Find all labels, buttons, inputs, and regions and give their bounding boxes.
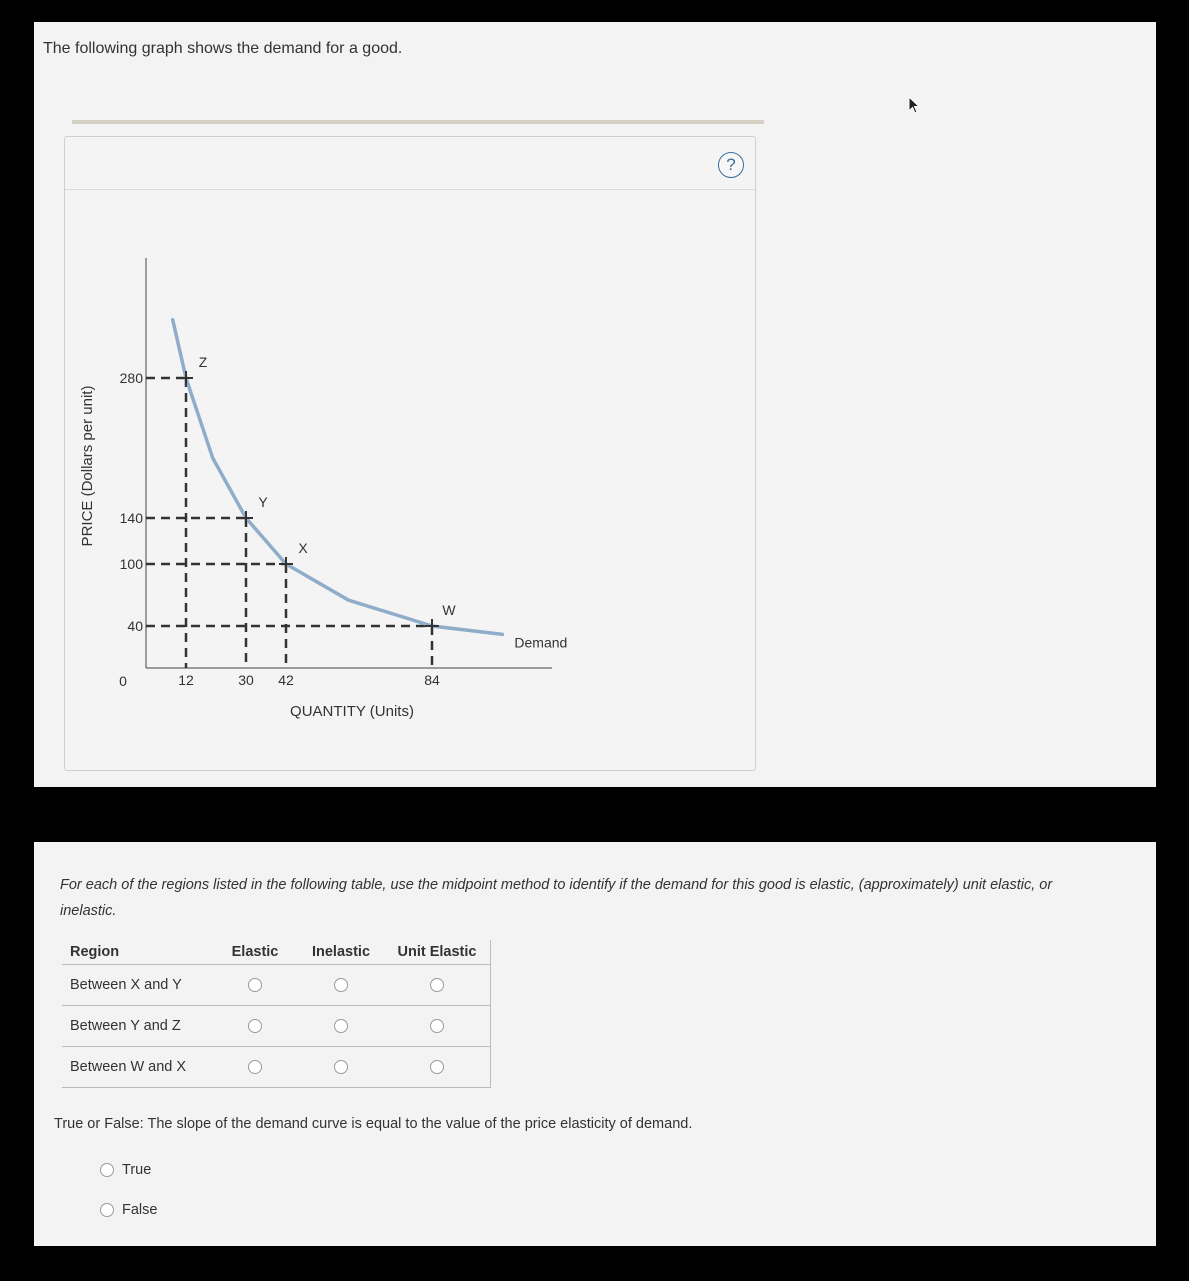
table-header-row (62, 940, 491, 965)
help-icon[interactable]: ? (718, 152, 744, 178)
y-tick-label: 140 (119, 510, 143, 526)
radio-yz-elastic[interactable] (248, 1019, 262, 1033)
radio-xy-elastic[interactable] (248, 978, 262, 992)
x-tick-label: 42 (278, 672, 294, 688)
demand-curve (173, 320, 503, 635)
question-text: For each of the regions listed in the following table, use the midpoint method to identify if the demand for this good is elastic, (approximately) unit elastic, or inelastic. (60, 877, 1053, 919)
header-region: Region (70, 944, 120, 960)
table-row (62, 965, 491, 1006)
y-axis-title: PRICE (Dollars per unit) (79, 385, 96, 547)
header-unit-elastic: Unit Elastic (384, 940, 491, 965)
table-row (62, 1047, 491, 1088)
y-tick-label: 40 (127, 618, 143, 634)
graph-panel (34, 22, 1156, 787)
x-tick-label: 30 (238, 672, 254, 688)
table-row (62, 1006, 491, 1047)
false-option[interactable] (100, 1202, 157, 1218)
point-marker-w (425, 619, 439, 633)
radio-true[interactable] (100, 1163, 114, 1177)
intro-text: The following graph shows the demand for a good. (43, 40, 403, 57)
header-inelastic: Inelastic (311, 944, 371, 960)
origin-label: 0 (119, 673, 127, 689)
radio-xy-inelastic[interactable] (334, 978, 348, 992)
point-label-y: Y (258, 494, 268, 510)
demand-chart (34, 22, 1156, 787)
true-false-question: True or False: The slope of the demand curve is equal to the value of the price elasticity of demand. (54, 1116, 693, 1132)
radio-wx-elastic[interactable] (248, 1060, 262, 1074)
region-label: Between W and X (62, 1047, 212, 1088)
region-label: Between X and Y (62, 965, 212, 1006)
radio-yz-unit-elastic[interactable] (430, 1019, 444, 1033)
point-label-z: Z (198, 354, 208, 370)
demand-series-label: Demand (514, 634, 568, 651)
x-tick-label: 84 (424, 672, 440, 688)
y-tick-label: 100 (119, 556, 143, 572)
x-tick-label: 12 (178, 672, 194, 688)
question-panel (34, 842, 1156, 1246)
radio-wx-unit-elastic[interactable] (430, 1060, 444, 1074)
point-marker-z (179, 371, 193, 385)
false-label: False (122, 1202, 158, 1218)
x-axis-title: QUANTITY (Units) (290, 703, 414, 720)
radio-xy-unit-elastic[interactable] (430, 978, 444, 992)
elasticity-table (62, 940, 491, 1088)
true-option[interactable] (100, 1162, 151, 1178)
radio-yz-inelastic[interactable] (334, 1019, 348, 1033)
radio-wx-inelastic[interactable] (334, 1060, 348, 1074)
true-label: True (122, 1162, 152, 1178)
region-label: Between Y and Z (62, 1006, 212, 1047)
point-label-w: W (442, 602, 456, 618)
header-elastic: Elastic (231, 944, 279, 960)
radio-false[interactable] (100, 1203, 114, 1217)
point-label-x: X (298, 540, 308, 556)
y-tick-label: 280 (119, 370, 143, 386)
